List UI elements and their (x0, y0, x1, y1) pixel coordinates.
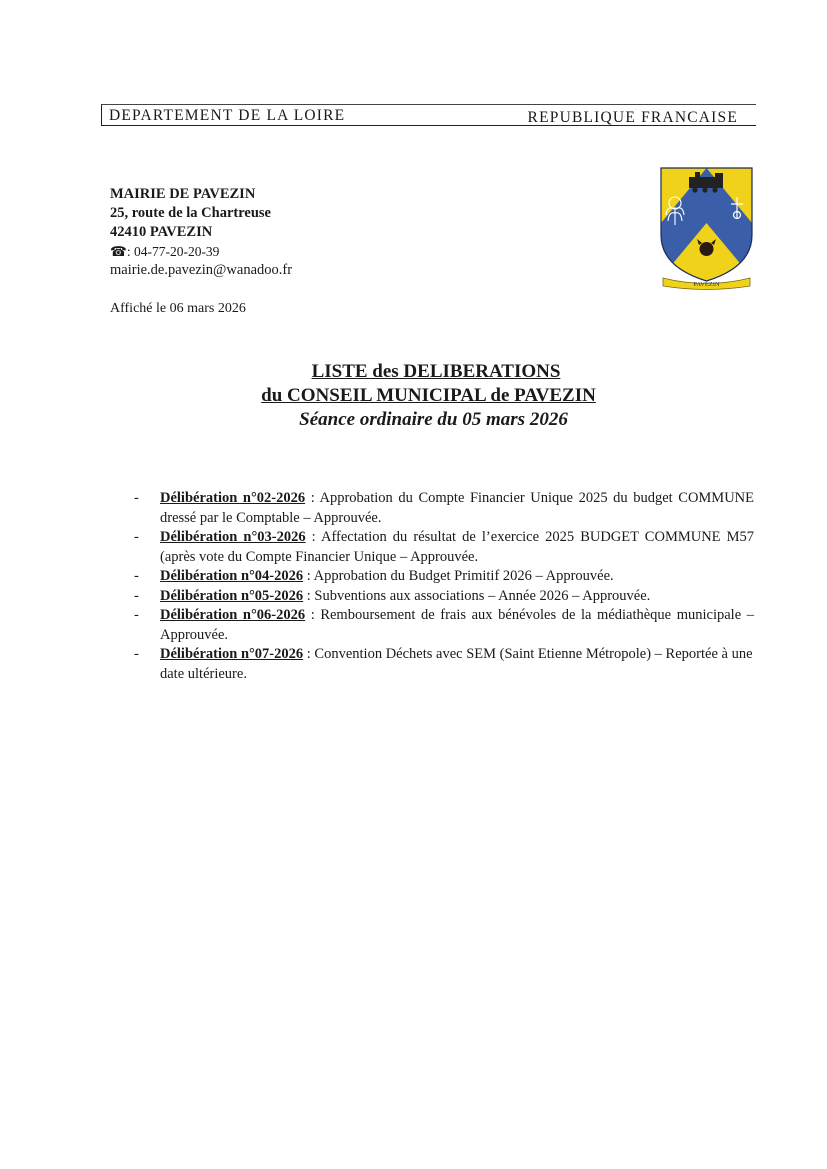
deliberation-text: : Subventions aux associations – Année 2026 – Approuvée. (303, 587, 651, 604)
sender-address (110, 185, 292, 280)
title-line-1: LISTE des DELIBERATIONS (311, 361, 561, 382)
list-dash: - (134, 587, 139, 604)
deliberation-text: : Convention Déchets avec SEM (Saint Etienne Métropole) – Reportée à une date ultérieure. (160, 646, 753, 682)
phone-number: : 04-77-20-20-39 (126, 244, 220, 259)
list-dash: - (134, 490, 139, 506)
department-label: DEPARTEMENT DE LA LOIRE (109, 107, 346, 124)
deliberation-text: : Approbation du Budget Primitif 2026 – Approuvée. (303, 568, 614, 584)
crest-banner-text: PAVEZIN (693, 281, 720, 288)
deliberation-ref: Délibération n°03-2026 (160, 529, 306, 545)
title-line-3: Séance ordinaire du 05 mars 2026 (299, 409, 568, 430)
deliberation-text: : Affectation du résultat de l’exercice 2025 BUDGET COMMUNE M57 (après vote du Compte Financier Unique – Approuvée. (160, 529, 755, 565)
deliberation-text: : Remboursement de frais aux bénévoles de la médiathèque municipale – Approuvée. (160, 607, 754, 643)
document-title (0, 360, 827, 432)
coat-of-arms (655, 165, 758, 293)
list-dash: - (134, 646, 139, 662)
deliberation-ref: Délibération n°06-2026 (160, 607, 306, 623)
list-item (134, 645, 754, 684)
list-item (134, 489, 754, 528)
deliberation-text: : Approbation du Compte Financier Unique 2025 du budget COMMUNE dressé par le Comptable – Approuvée. (160, 490, 755, 526)
deliberation-ref: Délibération n°02-2026 (160, 490, 306, 506)
list-item (134, 606, 754, 645)
list-item (134, 528, 754, 567)
title-line-2: du CONSEIL MUNICIPAL de PAVEZIN (261, 385, 596, 406)
list-item (134, 567, 754, 587)
list-item (134, 587, 754, 607)
phone-icon: ☎ (110, 244, 127, 259)
deliberation-ref: Délibération n°04-2026 (160, 568, 304, 584)
header-box (101, 104, 756, 126)
city-address: 42410 PAVEZIN (110, 224, 213, 240)
list-dash: - (134, 529, 139, 545)
list-dash: - (134, 607, 139, 623)
deliberation-ref: Délibération n°05-2026 (160, 587, 304, 604)
mairie-name: MAIRIE DE PAVEZIN (110, 186, 256, 202)
list-dash: - (134, 568, 139, 584)
deliberations-list (134, 489, 754, 684)
street-address: 25, route de la Chartreuse (110, 205, 271, 221)
deliberation-ref: Délibération n°07-2026 (160, 646, 304, 662)
email-address: mairie.de.pavezin@wanadoo.fr (110, 262, 293, 278)
posted-date: Affiché le 06 mars 2026 (110, 301, 246, 316)
republic-label: REPUBLIQUE FRANCAISE (527, 109, 738, 126)
phone-line (110, 242, 292, 261)
